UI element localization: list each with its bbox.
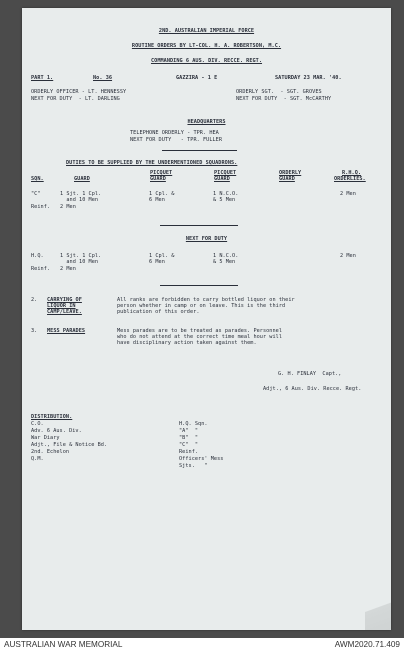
header-line-3: COMMANDING 6 AUS. DIV. RECCE. REGT. [150,58,263,64]
header-line-1: 2ND. AUSTRALIAN IMPERIAL FORCE [158,28,255,34]
duties-title: DUTIES TO BE SUPPLIED BY THE UNDERMENTIONED SQUADRONS. [66,160,238,166]
signature-title: Adjt., 6 Aus. Div. Recce. Regt. [263,386,362,392]
distribution-right-item: H.Q. Sqn. [179,421,208,427]
page-corner-curl [365,570,391,630]
section-divider [160,285,238,286]
distribution-title: DISTRIBUTION. [31,414,73,420]
col-picquet-2: PICQUET [214,170,237,176]
document-page [22,8,391,630]
telephone-orderly-next: NEXT FOR DUTY - TPR. FULLER [130,137,223,143]
duty-row-reinf-guard: 2 Men [60,204,76,210]
next-row-picquet-1: 1 Cpl. & 6 Men [149,253,175,265]
duty-row-reinf: Reinf. [31,204,51,210]
col-rhq-sub: ORDERLIES. [334,176,366,182]
col-guard: GUARD [74,176,90,182]
distribution-right-item: "C" " [179,442,199,448]
section-divider [160,225,238,226]
header-line-2: ROUTINE ORDERS BY LT-COL. H. A. ROBERTSON, M.C. [131,43,282,49]
telephone-orderly: TELEPHONE ORDERLY - TPR. HEA [130,130,219,136]
distribution-left-item: Q.M. [31,456,44,462]
col-rhq: R.H.Q. [342,170,362,176]
order-number: No. 36 [93,75,113,81]
part-label: PART 1. [31,75,54,81]
col-orderly-sub: GUARD [279,176,295,182]
col-picquet-2-sub: GUARD [214,176,230,182]
distribution-left-item: Adjt., File & Notice Bd. [31,442,108,448]
duty-row-orderlies: 2 Men [340,191,356,197]
order-date: SATURDAY 23 MAR. '40. [275,75,342,81]
next-for-duty-title: NEXT FOR DUTY [185,236,228,242]
distribution-right-item: Sjts. " [179,463,208,469]
item-3-number: 3. [31,328,38,334]
item-3-text: Mess parades are to be treated as parades. Personnel who do not attend at the correct time meal hour will have disciplinary action taken against them. [117,328,283,346]
distribution-left-item: Adv. 6 Aus. Div. [31,428,82,434]
footer-source: AUSTRALIAN WAR MEMORIAL [4,640,123,649]
distribution-right-item: Reinf. [179,449,199,455]
item-2-text: All ranks are forbidden to carry bottled liquor on their person whether in camp or on leave. This is the third publication of this order. [117,297,295,315]
item-3-heading: MESS PARADES [47,328,86,334]
location: GAZZIRA - 1 E [176,75,218,81]
duty-row-picquet-1: 1 Cpl. & 6 Men [149,191,175,203]
orderly-officer: ORDERLY OFFICER - LT. HENNESSY [31,89,127,95]
distribution-right-item: "B" " [179,435,199,441]
col-picquet-1-sub: GUARD [150,176,166,182]
section-divider [162,150,237,151]
next-row-sqn: H.Q. [31,253,44,259]
distribution-left-item: C.O. [31,421,44,427]
footer-accession: AWM2020.71.409 [334,640,400,649]
distribution-left-item: 2nd. Echelon [31,449,70,455]
col-orderly: ORDERLY [279,170,302,176]
orderly-sergeant-next: NEXT FOR DUTY - SGT. McCARTHY [236,96,332,102]
distribution-left-item: War Diary [31,435,60,441]
next-row-orderlies: 2 Men [340,253,356,259]
next-row-reinf: Reinf. [31,266,51,272]
col-sqn: SQN. [31,176,44,182]
next-row-reinf-guard: 2 Men [60,266,76,272]
duty-row-picquet-2: 1 N.C.O. & 5 Men [213,191,239,203]
col-picquet-1: PICQUET [150,170,173,176]
footer-bar [0,638,404,653]
duty-row-guard: 1 Sjt. 1 Cpl. and 10 Men [60,191,102,203]
headquarters-title: HEADQUARTERS [187,119,226,125]
next-row-guard: 1 Sjt. 1 Cpl. and 10 Men [60,253,102,265]
item-2-number: 2. [31,297,38,303]
distribution-right-item: Officers' Mess [179,456,224,462]
orderly-officer-next: NEXT FOR DUTY - LT. DARLING [31,96,120,102]
distribution-right-item: "A" " [179,428,199,434]
item-2-heading: CARRYING OF LIQUOR IN CAMP/LEAVE. [47,297,82,315]
duty-row-sqn: "C" [31,191,41,197]
orderly-sergeant: ORDERLY SGT. - SGT. GROVES [236,89,322,95]
signature-name: G. H. FINLAY Capt., [278,371,342,377]
next-row-picquet-2: 1 N.C.O. & 5 Men [213,253,239,265]
